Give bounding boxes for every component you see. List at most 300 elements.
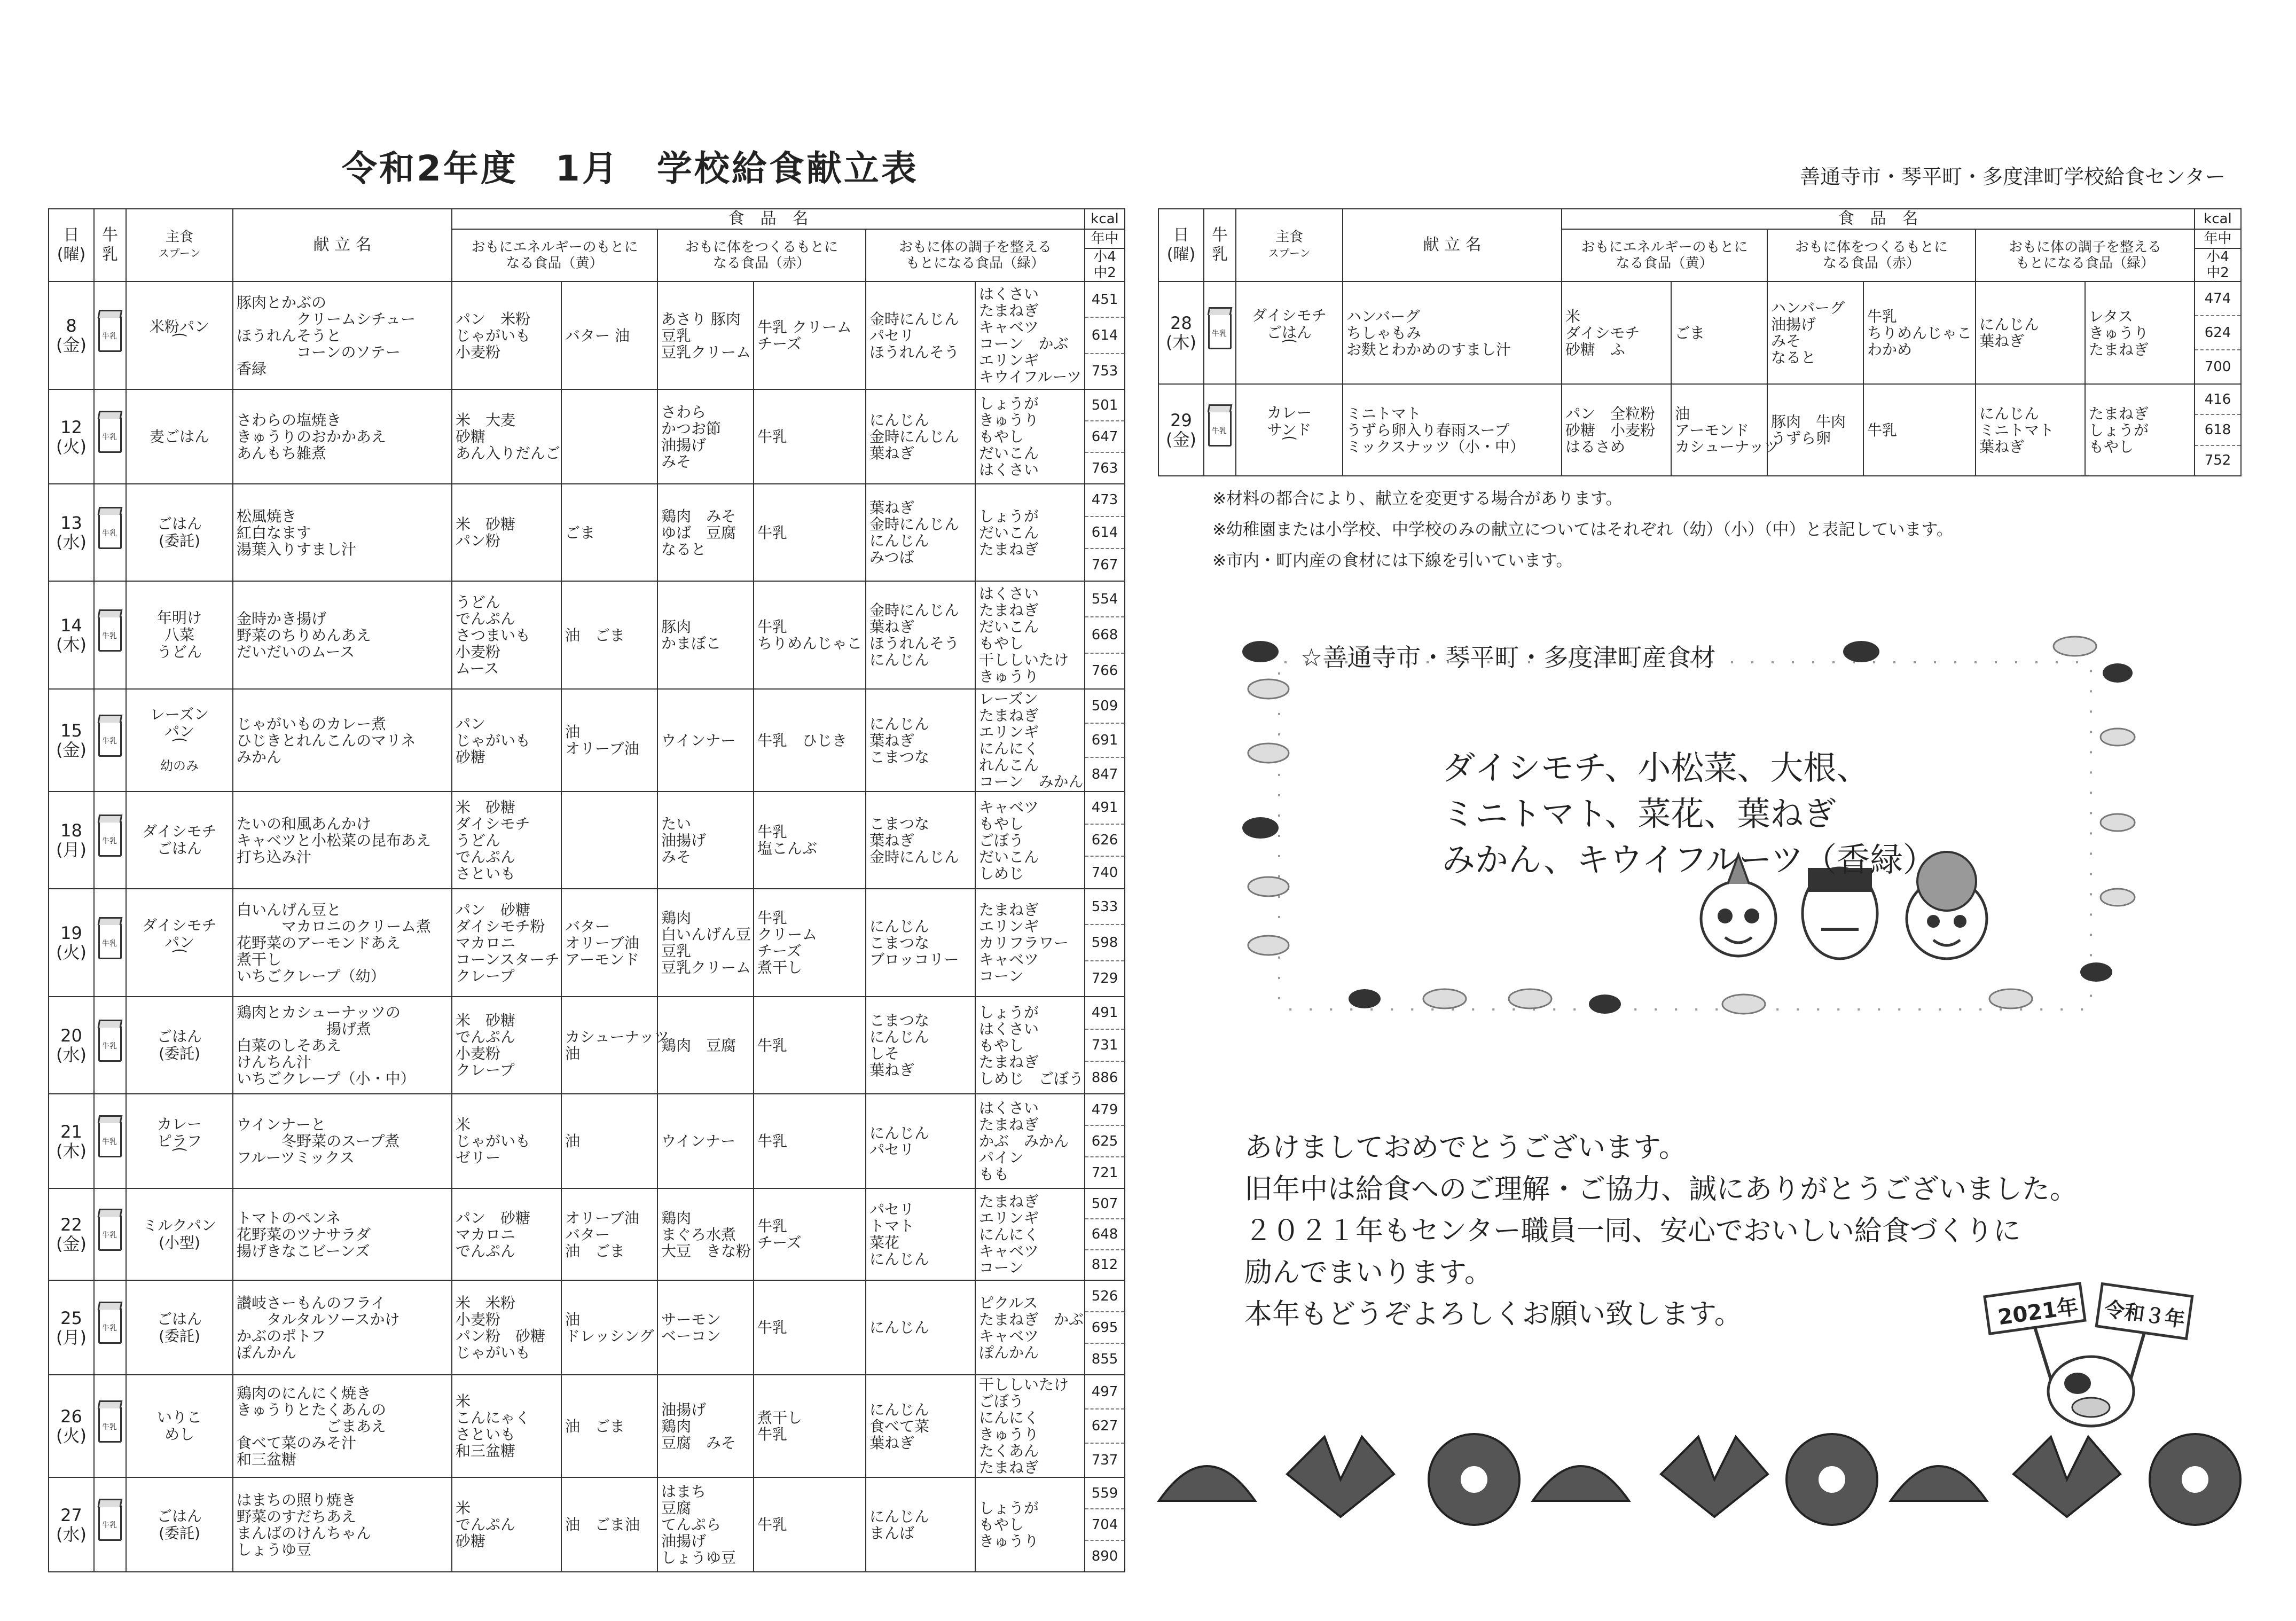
header-menu: 献 立 名 xyxy=(1343,209,1562,281)
yellow-food-cell xyxy=(561,389,657,484)
menu-row xyxy=(49,1375,1125,1477)
header-date: 日 (曜) xyxy=(1158,209,1204,281)
green-food-cell: パセリ トマト 菜花 にんじん xyxy=(866,1188,975,1280)
milk-cell xyxy=(1204,281,1236,384)
staple-cell xyxy=(1236,384,1343,476)
menu-row xyxy=(49,689,1125,792)
date-cell: 19 (火) xyxy=(49,889,94,997)
milk-carton-icon xyxy=(98,1215,122,1251)
kcal-cell xyxy=(1085,689,1125,792)
header-yellow: おもにエネルギーのもとに なる食品（黄） xyxy=(452,229,657,281)
kcal-value: 497 xyxy=(1085,1375,1124,1409)
red-food-cell: たい 油揚げ みそ xyxy=(657,792,754,889)
staple-name: カレー サンド xyxy=(1266,404,1312,438)
kcal-value: 752 xyxy=(2204,452,2231,469)
kcal-value: 766 xyxy=(1091,663,1118,679)
green-food-cell: しょうが きゅうり もやし だいこん はくさい xyxy=(975,389,1085,484)
spoon-note: 幼のみ xyxy=(160,758,199,773)
kcal-value: 812 xyxy=(1091,1257,1118,1273)
kcal-cell xyxy=(2195,281,2241,384)
milk-carton-label: 牛乳 xyxy=(102,836,117,845)
spoon-icon: ⁀ xyxy=(173,739,186,758)
milk-cell xyxy=(94,581,126,689)
red-food-cell: 鶏肉 豆腐 xyxy=(657,997,754,1094)
menu-name-cell: 豚肉とかぶの クリームシチュー ほうれんそうと コーンのソテー 香緑 xyxy=(233,281,452,389)
green-food-cell: しょうが もやし きゅうり xyxy=(975,1477,1085,1572)
kcal-value: 624 xyxy=(2195,316,2240,350)
header-chu2: 中2 xyxy=(2206,265,2229,281)
menu-name-cell: 白いんげん豆と マカロニのクリーム煮 花野菜のアーモンドあえ 煮干し いちごクレープ（幼） xyxy=(233,889,452,997)
staple-name: カレー ピラフ xyxy=(156,1115,202,1150)
menu-name-cell: じゃがいものカレー煮 ひじきとれんこんのマリネ みかん xyxy=(233,689,452,792)
yellow-food-cell: 油 ドレッシング xyxy=(561,1280,657,1375)
header-nen-chu: 年中 xyxy=(1085,229,1125,248)
milk-cell xyxy=(94,1375,126,1477)
milk-carton-label: 牛乳 xyxy=(102,529,117,538)
kcal-value: 704 xyxy=(1085,1509,1124,1541)
red-food-cell: 牛乳 xyxy=(1863,384,1976,476)
center-name: 善通寺市・琴平町・多度津町学校給食センター xyxy=(1800,165,2226,189)
red-food-cell: ハンバーグ 油揚げ みそ なると xyxy=(1767,281,1863,384)
date-cell: 8 (金) xyxy=(49,281,94,389)
menu-row xyxy=(49,792,1125,889)
date-cell: 29 (金) xyxy=(1158,384,1204,476)
header-food-name: 食 品 名 xyxy=(452,209,1085,229)
note-item: ※材料の都合により、献立を変更する場合があります。 xyxy=(1212,489,1623,508)
header-red: おもに体をつくるもとに なる食品（赤） xyxy=(1767,229,1976,281)
staple-cell xyxy=(126,792,233,889)
staple-name: 米粉パン xyxy=(149,318,209,335)
green-food-cell: レタス きゅうり たまねぎ xyxy=(2085,281,2195,384)
menu-name-cell: ハンバーグ ちしゃもみ お麩とわかめのすまし汁 xyxy=(1343,281,1562,384)
header-staple xyxy=(126,209,233,281)
staple-name: ごはん (委託) xyxy=(156,1507,202,1542)
greeting-line: 旧年中は給食へのご理解・ご協力、誠にありがとうございました。 xyxy=(1244,1173,2078,1205)
staple-cell xyxy=(1236,281,1343,384)
header-staple-label: 主食 xyxy=(165,229,193,245)
yellow-food-cell: 油 ごま xyxy=(561,1375,657,1477)
staple-cell xyxy=(126,484,233,581)
yellow-food-cell: パン じゃがいも 砂糖 xyxy=(452,689,561,792)
green-food-cell: たまねぎ しょうが もやし xyxy=(2085,384,2195,476)
menu-row xyxy=(49,1280,1125,1375)
kcal-value: 627 xyxy=(1085,1409,1124,1444)
milk-carton-label: 牛乳 xyxy=(102,737,117,746)
staple-cell xyxy=(126,1375,233,1477)
yellow-food-cell: バター 油 xyxy=(561,281,657,389)
kcal-cell xyxy=(1085,1375,1125,1477)
local-foods xyxy=(1442,745,1936,883)
milk-carton-label: 牛乳 xyxy=(102,1041,117,1051)
milk-carton-label: 牛乳 xyxy=(102,1422,117,1431)
red-food-cell: 鶏肉 みそ ゆば 豆腐 なると xyxy=(657,484,754,581)
green-food-cell: こまつな 葉ねぎ 金時にんじん xyxy=(866,792,975,889)
kcal-value: 501 xyxy=(1085,390,1124,421)
yellow-food-cell: 油 ごま xyxy=(561,581,657,689)
yellow-food-cell: 米 砂糖 でんぷん 小麦粉 クレープ xyxy=(452,997,561,1094)
menu-name-cell: たいの和風あんかけ キャベツと小松菜の昆布あえ 打ち込み汁 xyxy=(233,792,452,889)
green-food-cell: たまねぎ エリンギ カリフラワー キャベツ コーン xyxy=(975,889,1085,997)
green-food-cell: にんじん まんば xyxy=(866,1477,975,1572)
milk-carton-icon xyxy=(1208,410,1232,447)
staple-cell xyxy=(126,1477,233,1572)
green-food-cell: はくさい たまねぎ キャベツ コーン かぶ エリンギ キウイフルーツ xyxy=(975,281,1085,389)
milk-carton-label: 牛乳 xyxy=(102,1521,117,1530)
staple-cell xyxy=(126,1280,233,1375)
yellow-food-cell: パン 砂糖 マカロニ でんぷん xyxy=(452,1188,561,1280)
milk-cell xyxy=(94,389,126,484)
kcal-cell xyxy=(1085,1477,1125,1572)
red-food-cell: 牛乳 xyxy=(754,1094,866,1188)
menu-row xyxy=(49,1477,1125,1572)
header-sho4: 小4 xyxy=(1093,249,1116,265)
header-menu: 献 立 名 xyxy=(233,209,452,281)
greeting-message xyxy=(1244,1127,2078,1335)
kcal-value: 509 xyxy=(1085,690,1124,724)
staple-cell xyxy=(126,281,233,389)
date-cell: 18 (月) xyxy=(49,792,94,889)
green-food-cell: にんじん 葉ねぎ xyxy=(1976,281,2085,384)
yellow-food-cell: 米 砂糖 ダイシモチ うどん でんぷん さといも xyxy=(452,792,561,889)
milk-carton-icon xyxy=(98,820,122,857)
milk-carton-icon xyxy=(98,923,122,959)
menu-row xyxy=(49,1188,1125,1280)
kcal-value: 416 xyxy=(2195,385,2240,415)
kcal-value: 618 xyxy=(2195,415,2240,445)
header-kcal: kcal xyxy=(2195,209,2241,229)
red-food-cell: 牛乳 塩こんぶ xyxy=(754,792,866,889)
menu-row xyxy=(1158,281,2241,384)
yellow-food-cell xyxy=(561,792,657,889)
green-food-cell: 葉ねぎ 金時にんじん にんじん みつば xyxy=(866,484,975,581)
milk-cell xyxy=(94,1477,126,1572)
milk-carton-icon xyxy=(1208,313,1232,349)
green-food-cell: にんじん 食べて菜 葉ねぎ xyxy=(866,1375,975,1477)
kcal-value: 598 xyxy=(1085,925,1124,961)
staple-cell xyxy=(126,581,233,689)
header-red: おもに体をつくるもとに なる食品（赤） xyxy=(657,229,866,281)
header-chu2: 中2 xyxy=(1093,265,1116,281)
red-food-cell: ウインナー xyxy=(657,1094,754,1188)
milk-carton-label: 牛乳 xyxy=(1212,329,1227,338)
red-food-cell: 鶏肉 白いんげん豆 豆乳 豆乳クリーム xyxy=(657,889,754,997)
kcal-value: 729 xyxy=(1091,970,1118,987)
green-food-cell: ピクルス たまねぎ かぶ キャベツ ぽんかん xyxy=(975,1280,1085,1375)
kcal-value: 886 xyxy=(1091,1069,1118,1086)
date-cell: 14 (木) xyxy=(49,581,94,689)
milk-carton-icon xyxy=(98,1025,122,1062)
local-foods-line: ミニトマト、菜花、葉ねぎ xyxy=(1442,794,1837,833)
menu-row xyxy=(49,281,1125,389)
milk-carton-icon xyxy=(98,316,122,352)
staple-name: 麦ごはん xyxy=(149,427,209,445)
menu-name-cell: 鶏肉とカシューナッツの 揚げ煮 白菜のしそあえ けんちん汁 いちごクレープ（小・中） xyxy=(233,997,452,1094)
milk-cell xyxy=(94,484,126,581)
note-item: ※幼稚園または小学校、中学校のみの献立についてはそれぞれ（幼）（小）（中）と表記しています。 xyxy=(1212,520,1953,539)
kcal-value: 491 xyxy=(1085,792,1124,825)
green-food-cell: にんじん パセリ xyxy=(866,1094,975,1188)
yellow-food-cell: ごま xyxy=(561,484,657,581)
staple-name: いりこ めし xyxy=(156,1408,202,1443)
red-food-cell: 牛乳 ちりめんじゃこ わかめ xyxy=(1863,281,1976,384)
milk-carton-icon xyxy=(98,1406,122,1443)
menu-name-cell: 金時かき揚げ 野菜のちりめんあえ だいだいのムース xyxy=(233,581,452,689)
menu-name-cell: 讃岐さーもんのフライ タルタルソースかけ かぶのポトフ ぽんかん xyxy=(233,1280,452,1375)
red-food-cell: ウインナー xyxy=(657,689,754,792)
yellow-food-cell: 米 砂糖 パン粉 xyxy=(452,484,561,581)
yellow-food-cell: 米 大麦 砂糖 あん入りだんご xyxy=(452,389,561,484)
header-spoon-label: スプーン xyxy=(158,247,201,260)
milk-carton-label: 牛乳 xyxy=(102,433,117,442)
kcal-value: 695 xyxy=(1085,1312,1124,1344)
milk-carton-label: 牛乳 xyxy=(102,1324,117,1333)
header-grade xyxy=(1085,248,1125,281)
kcal-cell xyxy=(1085,281,1125,389)
kcal-value: 763 xyxy=(1091,460,1118,476)
greeting-line: 本年もどうぞよろしくお願い致します。 xyxy=(1244,1298,1742,1330)
kcal-value: 855 xyxy=(1091,1351,1118,1367)
menu-row xyxy=(49,581,1125,689)
yellow-food-cell: 油 アーモンド カシューナッツ xyxy=(1671,384,1767,476)
spoon-icon: ⁀ xyxy=(1282,437,1296,456)
milk-carton-icon xyxy=(98,513,122,549)
menu-row xyxy=(49,889,1125,997)
milk-carton-icon xyxy=(98,1307,122,1344)
kcal-value: 647 xyxy=(1085,421,1124,453)
kcal-value: 721 xyxy=(1091,1164,1118,1181)
milk-carton-label: 牛乳 xyxy=(102,332,117,341)
staple-name: ダイシモチ パン xyxy=(142,917,217,951)
green-food-cell: レーズン たまねぎ エリンギ にんにく れんこん コーン みかん xyxy=(975,689,1085,792)
milk-cell xyxy=(94,281,126,389)
kcal-cell xyxy=(1085,997,1125,1094)
milk-carton-label: 牛乳 xyxy=(1212,426,1227,435)
kcal-value: 890 xyxy=(1091,1548,1118,1564)
banner-title: ☆善通寺市・琴平町・多度津町産食材 xyxy=(1300,643,1716,672)
staple-name: ダイシモチ ごはん xyxy=(1252,307,1327,341)
header-green: おもに体の調子を整える もとになる食品（緑） xyxy=(866,229,1085,281)
page-title: 令和2年度 1月 学校給食献立表 xyxy=(342,148,919,189)
kcal-value: 474 xyxy=(2195,282,2240,316)
red-food-cell: サーモン ベーコン xyxy=(657,1280,754,1375)
red-food-cell: 牛乳 クリーム チーズ 煮干し xyxy=(754,889,866,997)
kcal-value: 614 xyxy=(1085,318,1124,354)
menu-name-cell: はまちの照り焼き 野菜のすだちあえ まんばのけんちゃん しょうゆ豆 xyxy=(233,1477,452,1572)
staple-cell xyxy=(126,689,233,792)
kcal-value: 526 xyxy=(1085,1281,1124,1312)
kcal-value: 451 xyxy=(1085,282,1124,318)
header-nen-chu: 年中 xyxy=(2195,229,2241,248)
menu-name-cell: ウインナーと 冬野菜のスープ煮 フルーツミックス xyxy=(233,1094,452,1188)
green-food-cell: 金時にんじん 葉ねぎ ほうれんそう にんじん xyxy=(866,581,975,689)
yellow-food-cell: 油 オリーブ油 xyxy=(561,689,657,792)
staple-name: ミルクパン (小型) xyxy=(143,1217,216,1251)
milk-carton-icon xyxy=(98,1121,122,1157)
kcal-value: 847 xyxy=(1091,766,1118,782)
kcal-value: 691 xyxy=(1085,724,1124,758)
date-cell: 22 (金) xyxy=(49,1188,94,1280)
milk-cell xyxy=(1204,384,1236,476)
kcal-value: 533 xyxy=(1085,889,1124,925)
yellow-food-cell: パン 米粉 じゃがいも 小麦粉 xyxy=(452,281,561,389)
red-food-cell: 豚肉 かまぼこ xyxy=(657,581,754,689)
green-food-cell: 干ししいたけ ごぼう にんにく きゅうり たくあん たまねぎ xyxy=(975,1375,1085,1477)
red-food-cell: 鶏肉 まぐろ水煮 大豆 きな粉 xyxy=(657,1188,754,1280)
yellow-food-cell: 油 xyxy=(561,1094,657,1188)
red-food-cell: 牛乳 ちりめんじゃこ xyxy=(754,581,866,689)
menu-name-cell: さわらの塩焼き きゅうりのおかかあえ あんもち雑煮 xyxy=(233,389,452,484)
bamboo-icon xyxy=(1661,1437,1768,1517)
kcal-cell xyxy=(2195,384,2241,476)
staple-name: ごはん (委託) xyxy=(156,1028,202,1062)
red-food-cell: 牛乳 xyxy=(754,997,866,1094)
green-food-cell: にんじん 金時にんじん 葉ねぎ xyxy=(866,389,975,484)
yellow-food-cell: 米 米粉 小麦粉 パン粉 砂糖 じゃがいも xyxy=(452,1280,561,1375)
notes xyxy=(1212,483,1953,576)
kcal-value: 731 xyxy=(1085,1030,1124,1062)
staple-name: ごはん (委託) xyxy=(156,515,202,550)
menu-name-cell: 松風焼き 紅白なます 湯葉入りすまし汁 xyxy=(233,484,452,581)
spoon-icon: ⁀ xyxy=(173,950,186,969)
yellow-food-cell: 米 じゃがいも ゼリー xyxy=(452,1094,561,1188)
date-cell: 12 (火) xyxy=(49,389,94,484)
kcal-value: 668 xyxy=(1085,617,1124,653)
milk-cell xyxy=(94,792,126,889)
kcal-value: 648 xyxy=(1085,1219,1124,1250)
kcal-cell xyxy=(1085,581,1125,689)
header-kcal: kcal xyxy=(1085,209,1125,229)
spoon-icon: ⁀ xyxy=(1282,340,1296,359)
kcal-value: 559 xyxy=(1085,1478,1124,1509)
header-milk: 牛 乳 xyxy=(1204,209,1236,281)
kcal-value: 740 xyxy=(1091,864,1118,881)
header-spoon-label: スプーン xyxy=(1268,247,1311,260)
date-cell: 13 (水) xyxy=(49,484,94,581)
green-food-cell: にんじん こまつな ブロッコリー xyxy=(866,889,975,997)
yellow-food-cell: うどん でんぷん さつまいも 小麦粉 ムース xyxy=(452,581,561,689)
greeting-line: あけましておめでとうございます。 xyxy=(1244,1132,1687,1164)
red-food-cell: 豚肉 牛肉 うずら卵 xyxy=(1767,384,1863,476)
kcal-value: 614 xyxy=(1085,517,1124,550)
staple-cell xyxy=(126,889,233,997)
kcal-value: 700 xyxy=(2204,359,2231,375)
menu-name-cell: トマトのペンネ 花野菜のツナサラダ 揚げきなこビーンズ xyxy=(233,1188,452,1280)
red-food-cell: はまち 豆腐 てんぷら 油揚げ しょうゆ豆 xyxy=(657,1477,754,1572)
menu-row xyxy=(1158,384,2241,476)
green-food-cell: こまつな にんじん しそ 葉ねぎ xyxy=(866,997,975,1094)
red-food-cell: 牛乳 xyxy=(754,484,866,581)
green-food-cell: にんじん xyxy=(866,1280,975,1375)
yellow-food-cell: 米 でんぷん 砂糖 xyxy=(452,1477,561,1572)
kcal-cell xyxy=(1085,484,1125,581)
green-food-cell: しょうが はくさい もやし たまねぎ しめじ ごぼう xyxy=(975,997,1085,1094)
kcal-cell xyxy=(1085,792,1125,889)
milk-carton-label: 牛乳 xyxy=(102,1231,117,1240)
milk-carton-icon xyxy=(98,721,122,757)
header-yellow: おもにエネルギーのもとに なる食品（黄） xyxy=(1562,229,1767,281)
kcal-value: 625 xyxy=(1085,1126,1124,1157)
greeting-line: ２０２１年もセンター職員一同、安心でおいしい給食づくりに xyxy=(1244,1215,2021,1247)
green-food-cell: 金時にんじん パセリ ほうれんそう xyxy=(866,281,975,389)
kcal-cell xyxy=(1085,1280,1125,1375)
pine-icon xyxy=(1891,1466,1987,1501)
menu-row xyxy=(49,484,1125,581)
milk-carton-label: 牛乳 xyxy=(102,631,117,640)
staple-name: ダイシモチ ごはん xyxy=(142,823,217,857)
kcal-value: 767 xyxy=(1091,557,1118,573)
header-milk: 牛 乳 xyxy=(94,209,126,281)
green-food-cell: はくさい たまねぎ かぶ みかん パイン もも xyxy=(975,1094,1085,1188)
menu-name-cell: 鶏肉のにんにく焼き きゅうりとたくあんの ごまあえ 食べて菜のみそ汁 和三盆糖 xyxy=(233,1375,452,1477)
kcal-value: 491 xyxy=(1085,997,1124,1030)
header-staple-label: 主食 xyxy=(1275,229,1303,245)
red-food-cell: 牛乳 クリーム チーズ xyxy=(754,281,866,389)
red-food-cell: あさり 豚肉 豆乳 豆乳クリーム xyxy=(657,281,754,389)
greeting-line: 励んでまいります。 xyxy=(1244,1257,1492,1289)
kcal-value: 554 xyxy=(1085,582,1124,617)
staple-cell xyxy=(126,1094,233,1188)
milk-carton-icon xyxy=(98,417,122,453)
staple-cell xyxy=(126,1188,233,1280)
yellow-food-cell: 米 こんにゃく さといも 和三盆糖 xyxy=(452,1375,561,1477)
yellow-food-cell: バター オリーブ油 アーモンド xyxy=(561,889,657,997)
menu-table-left xyxy=(48,208,1125,1572)
spoon-icon: ⁀ xyxy=(173,1148,186,1168)
kcal-value: 479 xyxy=(1085,1094,1124,1126)
kcal-value: 753 xyxy=(1091,363,1118,380)
header-sho4: 小4 xyxy=(2206,249,2229,265)
staple-name: ごはん (委託) xyxy=(156,1310,202,1345)
green-food-cell: キャベツ もやし ごぼう だいこん しめじ xyxy=(975,792,1085,889)
milk-cell xyxy=(94,889,126,997)
date-cell: 25 (月) xyxy=(49,1280,94,1375)
red-food-cell: さわら かつお節 油揚げ みそ xyxy=(657,389,754,484)
staple-cell xyxy=(126,389,233,484)
header-staple xyxy=(1236,209,1343,281)
header-food-name: 食 品 名 xyxy=(1562,209,2195,229)
red-food-cell: 油揚げ 鶏肉 豆腐 みそ xyxy=(657,1375,754,1477)
red-food-cell: 牛乳 ひじき xyxy=(754,689,866,792)
header-green: おもに体の調子を整える もとになる食品（緑） xyxy=(1976,229,2195,281)
green-food-cell: にんじん ミニトマト 葉ねぎ xyxy=(1976,384,2085,476)
red-food-cell: 牛乳 xyxy=(754,1477,866,1572)
menu-table-right xyxy=(1158,208,2242,476)
kcal-value: 507 xyxy=(1085,1189,1124,1219)
yellow-food-cell: 米 ダイシモチ 砂糖 ふ xyxy=(1562,281,1671,384)
menu-row xyxy=(49,1094,1125,1188)
local-foods-line: みかん、キウイフルーツ（香緑） xyxy=(1442,840,1937,879)
green-food-cell: はくさい たまねぎ だいこん もやし 干ししいたけ きゅうり xyxy=(975,581,1085,689)
bamboo-icon xyxy=(1287,1437,1394,1517)
yellow-food-cell: オリーブ油 バター 油 ごま xyxy=(561,1188,657,1280)
green-food-cell: たまねぎ エリンギ にんにく キャベツ コーン xyxy=(975,1188,1085,1280)
milk-cell xyxy=(94,689,126,792)
bamboo-icon xyxy=(2013,1437,2120,1517)
yellow-food-cell: パン 全粒粉 砂糖 小麦粉 はるさめ xyxy=(1562,384,1671,476)
note-item: ※市内・町内産の食材には下線を引いています。 xyxy=(1212,551,1573,570)
date-cell: 28 (木) xyxy=(1158,281,1204,384)
staple-name: 年明け 八菜 うどん xyxy=(156,609,202,661)
red-food-cell: 牛乳 xyxy=(754,389,866,484)
header-date: 日 (曜) xyxy=(49,209,94,281)
local-foods-line: ダイシモチ、小松菜、大根、 xyxy=(1442,748,1870,787)
milk-cell xyxy=(94,997,126,1094)
yellow-food-cell: カシューナッツ 油 xyxy=(561,997,657,1094)
milk-cell xyxy=(94,1094,126,1188)
kcal-cell xyxy=(1085,889,1125,997)
kcal-cell xyxy=(1085,1094,1125,1188)
pine-bamboo-plum-decoration xyxy=(1148,1410,2254,1533)
